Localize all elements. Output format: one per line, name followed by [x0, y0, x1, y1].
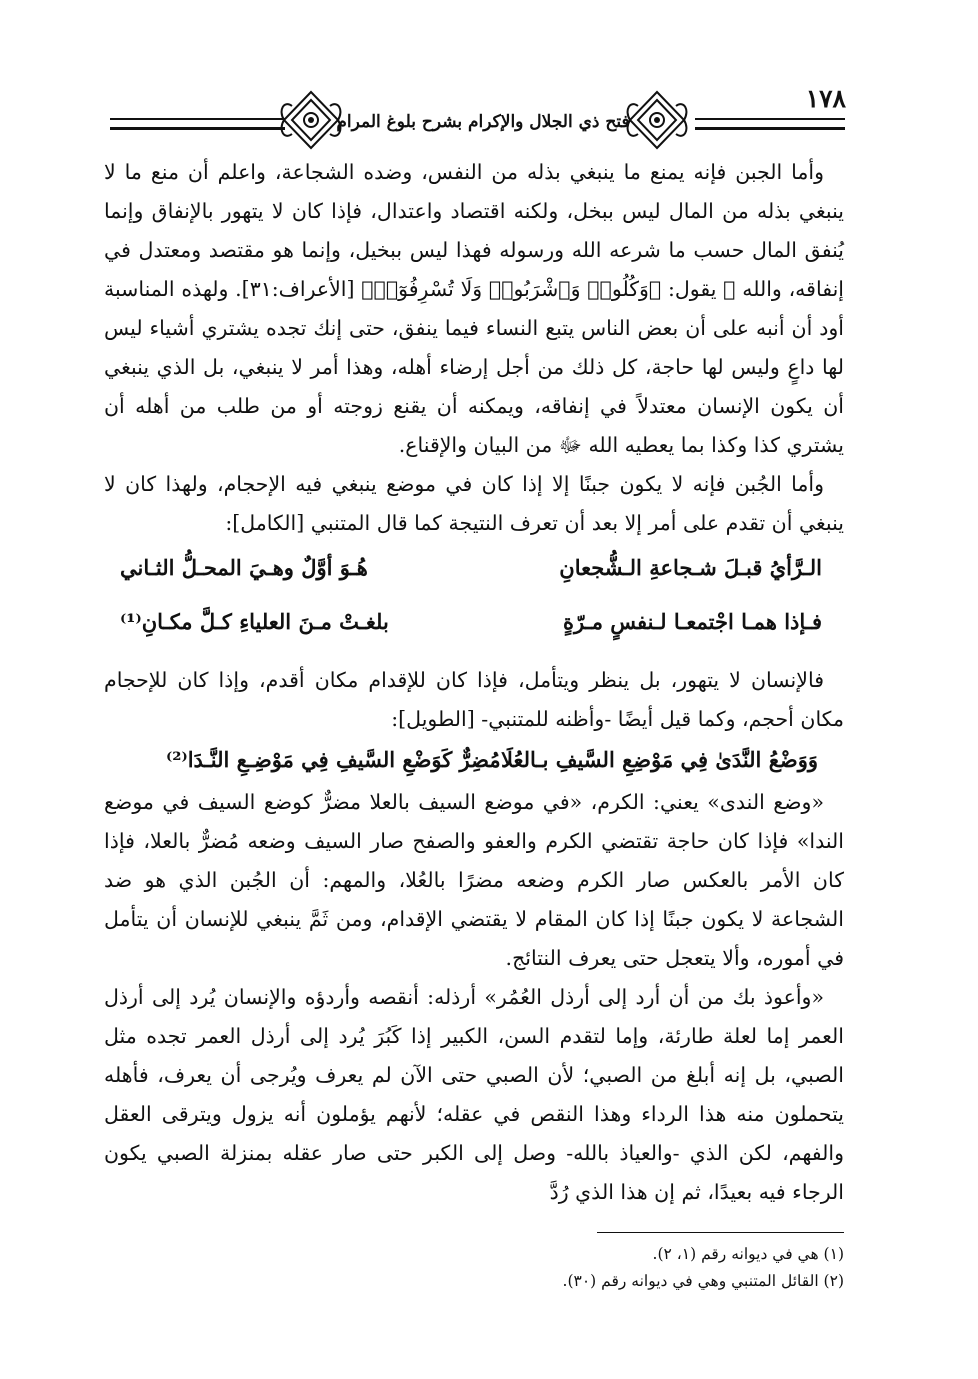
arabesque-ornament-icon — [622, 88, 692, 152]
paragraph-deliberation: فالإنسان لا يتهور، بل ينظر ويتأمل، فإذا كان للإقدام مكان أقدم، وإذا كان للإحجام مكان أحجم، وكما قيل أيضًا -وأظنه للمتنبي- [الطويل]: — [104, 668, 844, 731]
footnote-1: (١) هي في ديوانه رقم (١، ٢). — [652, 1245, 844, 1263]
footnote-2: (٢) القائل المتنبي وهي في ديوانه رقم (٣٠). — [562, 1272, 844, 1290]
running-title: فتح ذي الجلال والإكرام بشرح بلوغ المرام — [336, 112, 630, 132]
paragraph-cowardice-definition: وأما الجُبن فإنه لا يكون جبنًا إلا إذا كان في موضع ينبغي فيه الإحجام، ولهذا كان لا ينبغي أن تقدم على أمر إلا بعد أن تعرف النتيجة كما قال المتنبي [الكامل]: — [104, 472, 844, 535]
poem-verse — [104, 543, 844, 597]
header-rule-right — [695, 118, 845, 130]
verse-second-hemistich: هُـوَ أوَّلٌ وهـيَ المحـلُّ الثـاني — [120, 555, 368, 580]
verse-second-hemistich: بلغـتْ مـنَ العلياءِ كـلَّ مكـانِ⁽¹⁾ — [120, 609, 389, 634]
main-text — [104, 153, 844, 1212]
paragraph-old-age: «وأعوذ بك من أن أرد إلى أرذل العُمُر» أرذله: أنقصه وأردؤه والإنسان يُرد إلى أرذل العمر إما لعلة طارئة، وإما لتقدم السن، الكبير إذا كَبُرَ يُرد إلى أرذل العمر تجده مثل الصبي، بل إنه أبلغ من الصبي؛ لأن الصبي حتى الآن لم يعرف ويُرجى أن يعرف، فأهله يتحملون منه هذا الرداء وهذا النقص في عقله؛ لأنهم يؤملون أنه يزول ويترقى العقل والفهم، لكن الذي -والعياذ بالله- وصل إلى الكبر حتى صار عقله بمنزلة الصبي يكون الرجاء فيه بعيدًا، ثم إن هذا الذي رُدَّ — [104, 985, 844, 1204]
page-number: ١٧٨ — [805, 84, 846, 113]
verse-second-hemistich: مُضِرٌّ كَوَضْعِ السَّيفِ فِي مَوْضِـعِ النَّـدَا⁽²⁾ — [166, 747, 501, 772]
poem-verse — [104, 597, 844, 651]
footnotes — [194, 1241, 844, 1295]
header-rule-left — [110, 118, 285, 130]
footnote-divider — [597, 1232, 844, 1233]
verse-first-hemistich: وَوَضْعُ النَّدَىٰ فِي مَوْضِعِ السَّيفِ بـالعُلَا — [500, 747, 818, 772]
paragraph-verse-explanation: «وضع الندى» يعني: الكرم، «في موضع السيف بالعلا مضرٌّ كوضع السيف في موضع الندا» فإذا كان حاجة تقتضي الكرم والعفو والصفح صار السيف وضعه مُضرٌّ بالعلا، فإذا كان الأمر بالعكس صار الكرم وضعه مضرًا بالعُلا، والمهم: أن الجُبن الذي هو ضد الشجاعة لا يكون جبنًا إذا كان المقام لا يقتضي الإقدام، ومن ثَمَّ ينبغي للإنسان أن يتأمل في أموره، وألا يتعجل حتى يعرف النتائج. — [104, 790, 844, 970]
poem-verse — [104, 739, 844, 783]
verse-first-hemistich: فـإذا همـا اجْتمعـا لـنفسٍ مـرّةٍ — [562, 609, 822, 634]
verse-first-hemistich: الـرَّأيُ قبـلَ شـجاعةِ الـشُّجعانِ — [559, 555, 822, 580]
paragraph-cowardice-and-spending: وأما الجبن فإنه يمنع ما ينبغي بذله من النفس، وضده الشجاعة، واعلم أن منع ما لا ينبغي بذله من المال ليس ببخل، ولكنه اقتصاد واعتدال، فإذا كان لا يتهور بالإنفاق وإنما يُنفق المال حسب ما شرعه الله ورسوله فهذا ليس ببخيل، وإنما هو مقتصد ومعتدل في إنفاقه، والله ﷻ يقول: ﴿وَكُلُوا۟ وَٱشْرَبُوا۟ وَلَا تُسْرِفُوٓا۟﴾ [الأعراف:٣١]. ولهذه المناسبة أود أن أنبه على أن بعض الناس يتبع النساء فيما ينفق، حتى إنك تجده يشتري أشياء ليس لها داعٍ وليس لها حاجة، كل ذلك من أجل إرضاء أهله، وهذا أمر لا ينبغي، بل الذي ينبغي أن يكون الإنسان معتدلاً في إنفاقه، ويمكنه أن يقنع زوجته أو من طلب من أهله أن يشتري كذا وكذا بما يعطيه الله ﷻ من البيان والإقناع. — [104, 160, 844, 457]
